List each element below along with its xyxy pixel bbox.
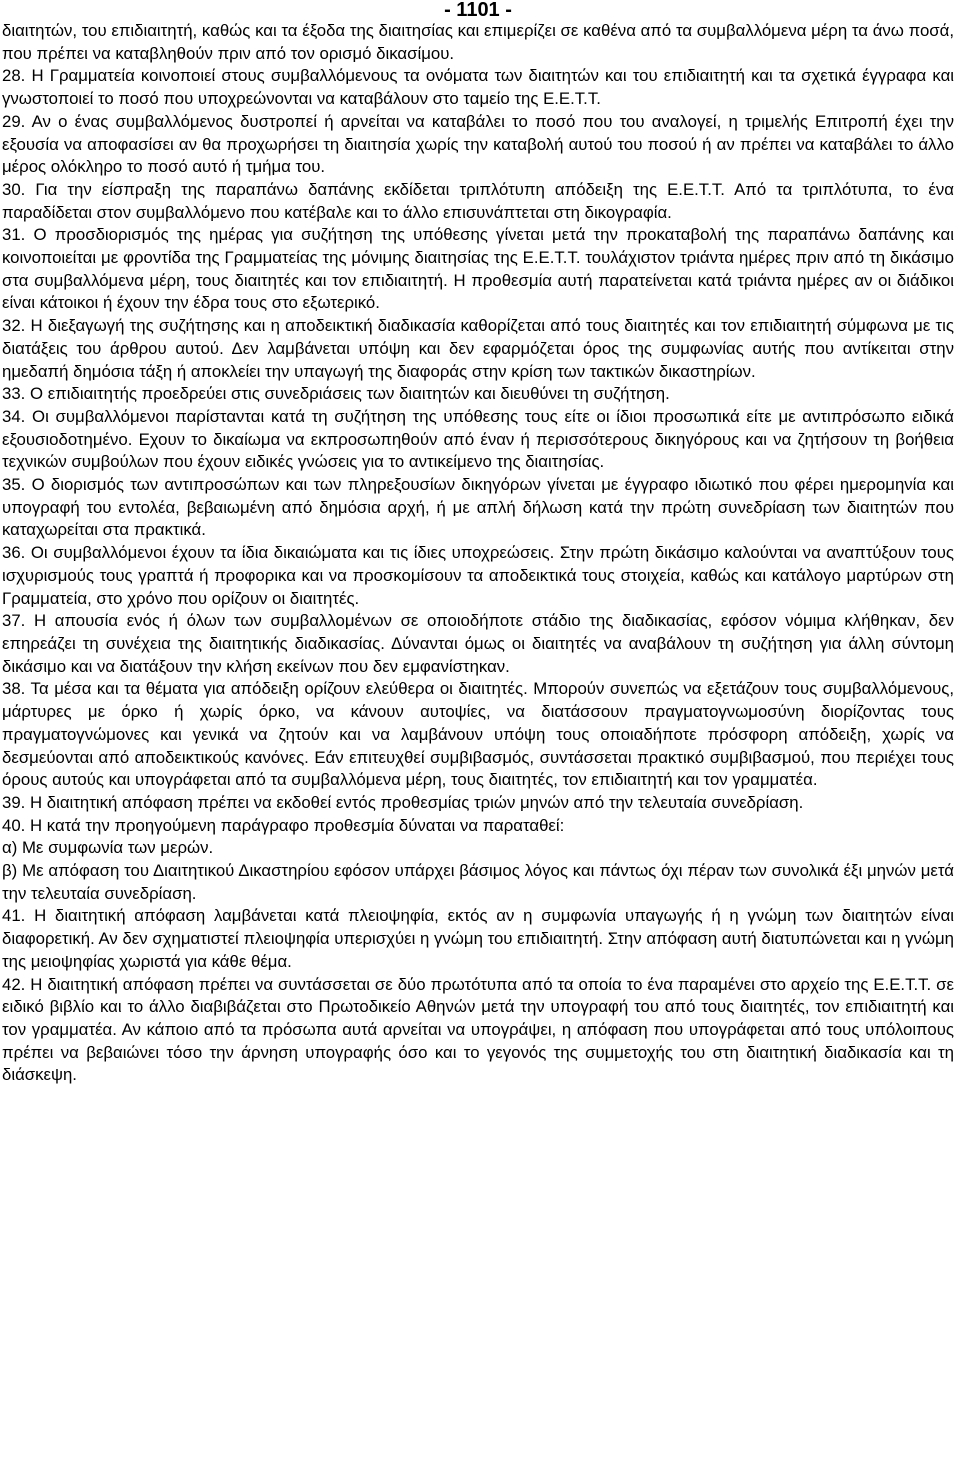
paragraph-37: 37. Η απουσία ενός ή όλων των συμβαλλομένων σε οποιοδήποτε στάδιο της διαδικασίας, εφόσον νόμιμα κλήθηκαν, δεν επηρεάζει τη συνέχεια της διαιτητικής διαδικασίας. Δύνανται όμως οι διαιτητές να αναβάλουν τη συζήτηση για άλλη σύντομη δικάσιμο και να διατάξουν την κλήση εκείνων που δεν εμφανίστηκαν. <box>2 611 954 676</box>
paragraph-42: 42. Η διαιτητική απόφαση πρέπει να συντάσσεται σε δύο πρωτότυπα από τα οποία το ένα παραμένει στο αρχείο της Ε.Ε.Τ.Τ. σε ειδικό βιβλίο και το άλλο διαβιβάζεται στο Πρωτοδικείο Αθηνών μετά την υπογραφή του από τους διαιτητές, τον επιδιαιτητή και τον γραμματέα. Αν κάποιο από τα πρόσωπα αυτά αρνείται να υπογράψει, η απόφαση που υπογράφεται από τους υπόλοιπους πρέπει να βεβαιώνει τόσο την άρνηση υπογραφής όσο και το γεγονός της συμμετοχής του στη διαιτητική διαδικασία και τη διάσκεψη. <box>2 974 954 1085</box>
paragraph-40-item-b: β) Με απόφαση του Διαιτητικού Δικαστηρίου εφόσον υπάρχει βάσιμος λόγος και πάντως όχι πέραν των συνολικά έξι μηνών μετά την τελευταία συνεδρίαση. <box>2 861 954 903</box>
paragraph-28: 28. Η Γραμματεία κοινοποιεί στους συμβαλλόμενους τα ονόματα των διαιτητών και του επιδιαιτητή και τα σχετικά έγγραφα και γνωστοποιεί το ποσό που υποχρεώνονται να καταβάλουν στο ταμείο της Ε.Ε.Τ.Τ. <box>2 66 954 109</box>
paragraph-40-item-a: α) Με συμφωνία των μερών. <box>2 838 214 858</box>
paragraph-40: 40. Η κατά την προηγούμενη παράγραφο προθεσμία δύναται να παραταθεί: <box>2 815 565 835</box>
paragraph-38: 38. Τα μέσα και τα θέματα για απόδειξη ορίζουν ελεύθερα οι διαιτητές. Μπορούν συνεπώς να εξετάζουν τους συμβαλλόμενους, μάρτυρες με όρκο ή χωρίς όρκο, να κάνουν αυτοψίες, να διατάσσουν πραγματογνωμοσύνη διορίζοντας τους πραγματογνώμονες και γενικά να ζητούν και να λαμβάνουν υπόψη τους οποιαδήποτε πρόσφορη απόδειξη, χωρίς να δεσμεύονται από αποδεικτικούς κανόνες. Εάν επιτευχθεί συμβιβασμός, συντάσσεται πρακτικό συμβιβασμού, που περιέχει τους όρους αυτούς και υπογράφεται από τα συμβαλλόμενα μέρη, τους διαιτητές, τον επιδιαιτητή και τον γραμματέα. <box>2 679 954 790</box>
paragraph-36: 36. Οι συμβαλλόμενοι έχουν τα ίδια δικαιώματα και τις ίδιες υποχρεώσεις. Στην πρώτη δικάσιμο καλούνται να αναπτύξουν τους ισχυρισμούς τους γραπτά ή προφορικα και να προσκομίσουν τα αποδεικτικά τους στοιχεία, καθώς και κατάλογο μαρτύρων στη Γραμματεία, στο χρόνο που ορίζουν οι διαιτητές. <box>2 543 954 608</box>
paragraph-33: 33. Ο επιδιαιτητής προεδρεύει στις συνεδριάσεις των διαιτητών και διευθύνει τη συζήτηση. <box>2 384 670 404</box>
paragraph-continuation: διαιτητών, του επιδιαιτητή, καθώς και τα έξοδα της διαιτησίας και επιμερίζει σε καθένα από τα συμβαλλόμενα μέρη τα άνω ποσά, που πρέπει να καταβληθούν πριν από τον ορισμό δικασίμου. <box>2 21 954 63</box>
paragraph-34: 34. Οι συμβαλλόμενοι παρίστανται κατά τη συζήτηση της υπόθεσης τους είτε οι ίδιοι προσωπικά είτε με αντιπρόσωπο ειδικά εξουσιοδοτημένο. Εχουν το δικαίωμα να εκπροσωπηθούν από έναν ή περισσότερους δικηγόρους και να ζητήσουν τη βοήθεια τεχνικών συμβούλων που έχουν ειδικές γνώσεις για το αντικείμενο της διαιτησίας. <box>2 406 954 472</box>
paragraph-35: 35. Ο διορισμός των αντιπροσώπων και των πληρεξουσίων δικηγόρων γίνεται με έγγραφο ιδιωτικό που φέρει ημερομηνία και υπογραφή του εντολέα, βεβαιωμένη από δημόσια αρχή, ή με απλή δήλωση κατά την πρώτη συνεδρίαση των διαιτητών που καταχωρείται στα πρακτικά. <box>2 475 954 540</box>
paragraph-30: 30. Για την είσπραξη της παραπάνω δαπάνης εκδίδεται τριπλότυπη απόδειξη της Ε.Ε.Τ.Τ. Από τα τριπλότυπα, το ένα παραδίδεται στον συμβαλλόμενο που κατέβαλε και το άλλο επισυνάπτεται στη δικογραφία. <box>2 179 954 222</box>
paragraph-41: 41. Η διαιτητική απόφαση λαμβάνεται κατά πλειοψηφία, εκτός αν η συμφωνία υπαγωγής ή η γνώμη των διαιτητών είναι διαφορετική. Αν δεν σχηματιστεί πλειοψηφία υπερισχύει η γνώμη του επιδιαιτητή. Στην απόφαση αυτή διατυπώνεται και η γνώμη της μειοψηφίας χωριστά για κάθε θέμα. <box>2 906 954 971</box>
paragraph-32: 32. Η διεξαγωγή της συζήτησης και η αποδεικτική διαδικασία καθορίζεται από τους διαιτητές και τον επιδιαιτητή σύμφωνα με τις διατάξεις του άρθρου αυτού. Δεν λαμβάνεται υπόψη και δεν εφαρμόζεται όρος της συμφωνίας αυτής που αντίκειται στην ημεδαπή δημόσια τάξη ή αποκλείει την υπαγωγή της διαφοράς στην κρίση των τακτικών δικαστηρίων. <box>2 316 954 381</box>
paragraph-31: 31. Ο προσδιορισμός της ημέρας για συζήτηση της υπόθεσης γίνεται μετά την προκαταβολή της παραπάνω δαπάνης και κοινοποιείται με φροντίδα της Γραμματείας της μόνιμης διαιτησίας της Ε.Ε.Τ.Τ. τουλάχιστον τριάντα ημέρες πριν από τη δικάσιμο στα συμβαλλόμενα μέρη, τους διαιτητές και τον επιδιαιτητή. Η προθεσμία αυτή παρατείνεται κατά τριάντα ημέρες αν οι διάδικοι είναι κάτοικοι ή έχουν την έδρα τους στο εξωτερικό. <box>2 225 954 313</box>
paragraph-39: 39. Η διαιτητική απόφαση πρέπει να εκδοθεί εντός προθεσμίας τριών μηνών από την τελευταία συνεδρίαση. <box>2 792 804 812</box>
page-number: - 1101 - <box>444 0 512 21</box>
paragraph-29: 29. Αν ο ένας συμβαλλόμενος δυστροπεί ή αρνείται να καταβάλει το ποσό που του αναλογεί, η τριμελής Επιτροπή έχει την εξουσία να αποφασίσει αν θα προχωρήσει τη διαιτησία χωρίς την καταβολή αυτού του ποσού ή αν πρέπει να καταβάλει το άλλο μέρος ολόκληρο το ποσό αυτό ή τμήμα του. <box>2 111 954 177</box>
